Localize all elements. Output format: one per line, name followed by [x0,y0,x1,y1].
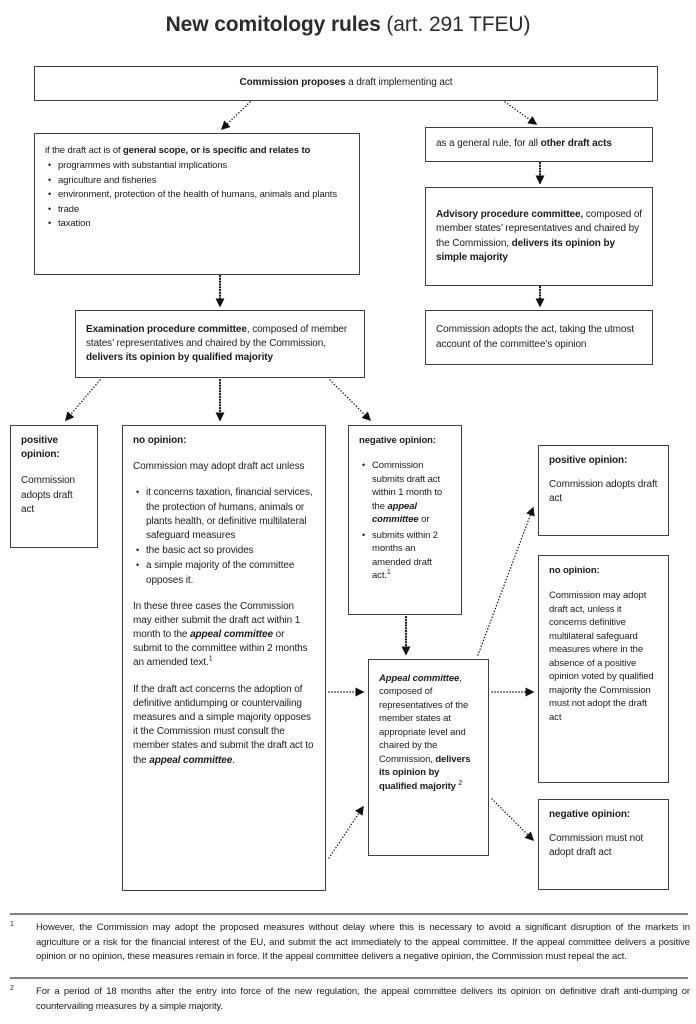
box-general-scope-heading: if the draft act is of general scope, or is specific and relates to [45,145,311,156]
footnote-2-marker-number: 2 [10,984,14,992]
arrow-appeal-to-negative-right [492,799,533,840]
bullet-item: • programmes with substantial implications [58,159,349,172]
bullet-item: • Commission submits draft act within 1 month to the appeal committee or [372,459,451,526]
bullet-item: • submits within 2 months an amended draft act.$^1$ [372,529,451,583]
arrow-examination-to-positive [66,380,100,420]
box-advisory-committee [425,187,653,286]
bullet-item: • taxation [58,217,349,230]
box-positive-opinion-left [10,425,98,548]
page-title [0,13,696,37]
box-general-scope [34,133,360,275]
box-no-opinion-left-heading: no opinion: [133,435,187,446]
box-negative-opinion-right-heading: negative opinion: [549,809,631,820]
box-no-opinion-left-para3: If the draft act concerns the adoption of definitive antidumping or countervailing measures and a simple majority opposes it the Commission must consult the member states and submit the draft act to the appeal committee. [133,683,314,766]
box-positive-opinion-right-body: Commission adopts draft act [549,479,658,505]
box-examination-committee [75,310,365,378]
footnote-divider-1 [10,913,688,915]
bullet-item: • trade [58,203,349,216]
footnote-2-text: For a period of 18 months after the entry into force of the new regulation, the appeal committee delivers its opinion on definitive draft anti-dumping or countervailing measures by a simple majority. [36,986,690,1012]
footnote-1 [10,921,690,965]
footnote-1-text: However, the Commission may adopt the proposed measures without delay where this is necessary to avoid a significant disruption of the markets in agriculture or a risk for the financial interest of the EU, and submit the act immediately to the appeal committee. If the appeal committee delivers a positive opinion or no opinion, these measures remain in force. If the appeal committee delivers a negative opinion, the Commission must repeal the act. [36,922,690,963]
box-no-opinion-left-para2: In these three cases the Commission may either submit the draft act within 1 month to the appeal committee or submit to the committee within 2 months an amended text.$^1$ [133,600,308,669]
box-positive-opinion-left-heading: positive opinion: [21,435,60,461]
bullet-item: • environment, protection of the health of humans, animals and plants [58,188,349,201]
box-appeal-committee-text: Appeal committee, composed of representatives of the member states at appropriate level and chaired by the Commission, delivers its opinion by qualified majority $^2$ [379,673,471,792]
box-negative-opinion-right-body: Commission must not adopt draft act [549,833,644,859]
arrow-propose-to-general-scope [222,102,250,129]
box-examination-committee-text: Examination procedure committee, composed of member states’ representatives and chaired by the Commission, delivers its opinion by qualified majority [86,323,348,364]
box-no-opinion-right-body: Commission may adopt draft act, unless it concerns definitive multilateral safeguard measures where in the absence of a positive opinion voted by qualified majority the Commission must not adopt the draft act [549,590,654,723]
box-advisory-committee-text: Advisory procedure committee, composed of member states’ representatives and chaired by the Commission, delivers its opinion by simple majority [436,209,642,263]
bullet-item: • the basic act so provides [146,544,315,558]
bullet-item: • a simple majority of the committee opposes it. [146,559,315,587]
box-appeal-committee [368,659,489,856]
box-other-draft-acts [425,127,653,162]
bullet-item: • agriculture and fisheries [58,174,349,187]
footnote-1-marker [10,921,36,965]
box-commission-proposes-text: Commission proposes a draft implementing act [239,77,453,89]
box-commission-adopts-utmost [425,310,653,365]
footnote-2-marker [10,985,36,1014]
box-other-draft-acts-text: as a general rule, for all other draft acts [436,138,612,150]
footnote-1-marker-number: 1 [10,920,14,928]
box-negative-opinion-right [538,799,669,890]
box-positive-opinion-right-heading: positive opinion: [549,455,628,466]
box-commission-adopts-utmost-text: Commission adopts the act, taking the utmost account of the committee’s opinion [436,324,634,350]
arrow-propose-to-other-acts [505,102,536,124]
page-title-subtitle: (art. 291 TFEU) [380,13,531,36]
arrow-examination-to-negative [330,380,370,420]
arrow-appeal-to-positive-right [478,508,533,655]
box-no-opinion-left [122,425,326,891]
box-negative-opinion-mid [348,425,462,615]
page-title-main: New comitology rules [165,13,381,36]
box-no-opinion-right-heading: no opinion: [549,565,600,576]
footnote-divider-2 [10,977,688,979]
box-negative-opinion-mid-heading: negative opinion: [359,435,436,446]
bullet-item: • it concerns taxation, financial services, the protection of humans, animals or plants health, or definitive multilateral safeguard measures [146,486,315,543]
arrow-no-opinion-to-appeal-lower [329,807,363,858]
box-no-opinion-right [538,555,669,783]
box-positive-opinion-left-body: Commission adopts draft act [21,475,76,515]
footnote-2 [10,985,690,1014]
box-positive-opinion-right [538,445,669,536]
box-no-opinion-left-intro: Commission may adopt draft act unless [133,461,305,473]
box-commission-proposes [34,66,658,101]
